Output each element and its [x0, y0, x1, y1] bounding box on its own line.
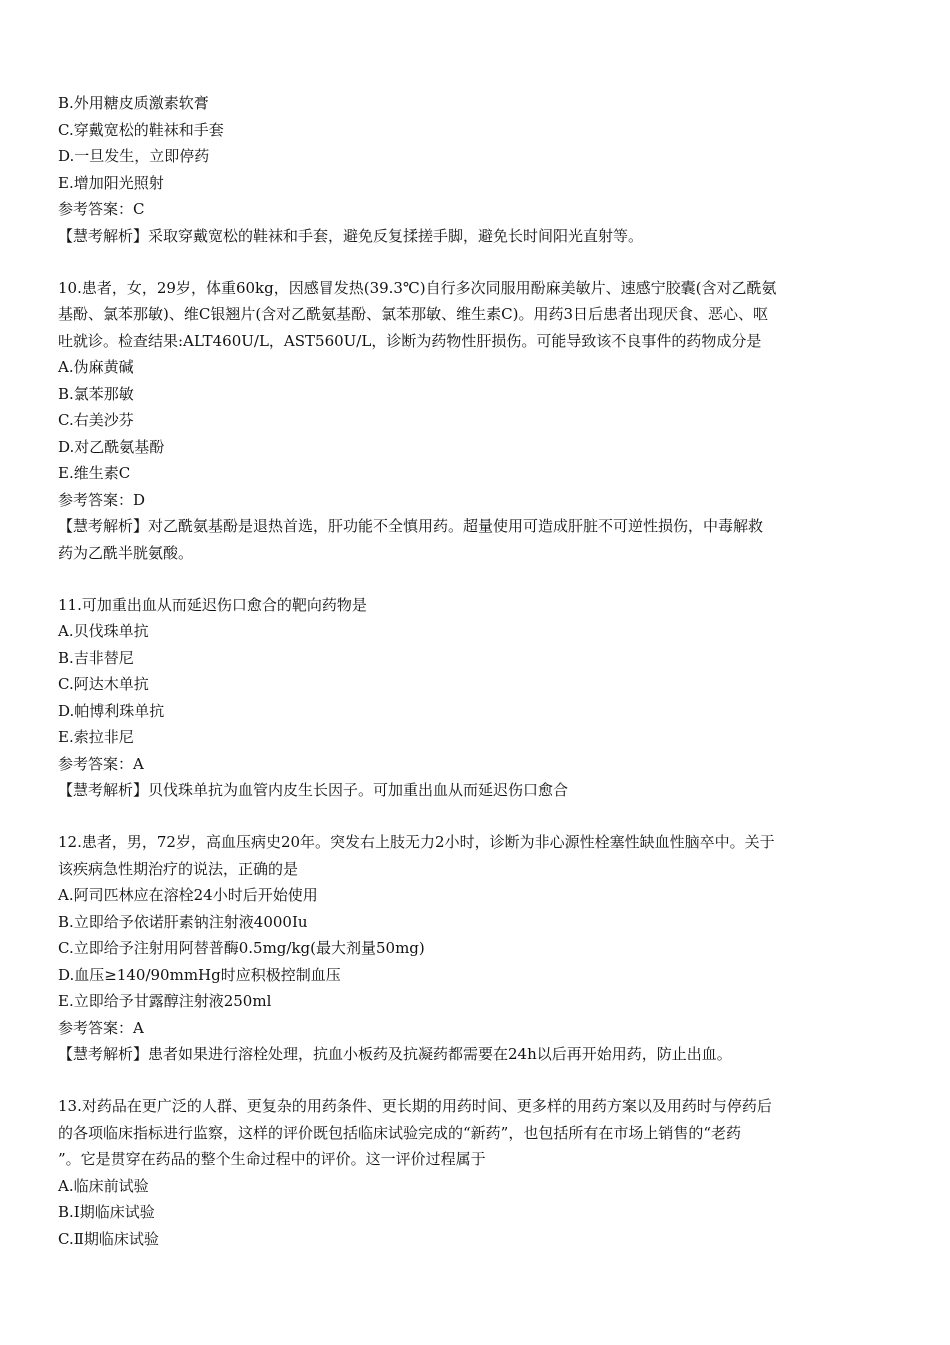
text-line: 吐就诊。检查结果:ALT460U/L，AST560U/L，诊断为药物性肝损伤。可能导致该不良事件的药物成分是: [58, 331, 762, 350]
text-line: C.穿戴宽松的鞋袜和手套: [58, 120, 224, 139]
text-line: B.Ⅰ期临床试验: [58, 1203, 155, 1221]
text-line: 【慧考解析】贝伐珠单抗为血管内皮生长因子。可加重出血从而延迟伤口愈合: [58, 781, 569, 799]
text-line: D.血压≥140/90mmHg时应积极控制血压: [58, 965, 341, 984]
text-line: B.立即给予依诺肝素钠注射液4000Iu: [58, 912, 308, 931]
text-line: 10.患者，女，29岁，体重60kg，因感冒发热(39.3℃)自行多次同服用酚麻美敏片、速感宁胶囊(含对乙酰氨: [58, 278, 777, 297]
text-line: A.临床前试验: [58, 1176, 149, 1195]
text-line: 13.对药品在更广泛的人群、更复杂的用药条件、更长期的用药时间、更多样的用药方案以及用药时与停药后: [58, 1097, 772, 1115]
text-line: E.维生素C: [58, 464, 131, 482]
question-block: [58, 90, 892, 249]
text-line: A.贝伐珠单抗: [58, 622, 149, 640]
question-block: [58, 1093, 892, 1252]
text-line: C.立即给予注射用阿替普酶0.5mg/kg(最大剂量50mg): [58, 939, 425, 957]
text-line: 参考答案：A: [58, 754, 144, 773]
document-page: [58, 90, 892, 1278]
text-line: 参考答案：C: [58, 200, 145, 218]
text-line: E.索拉非尼: [58, 728, 134, 746]
text-line: C.右美沙芬: [58, 411, 134, 429]
text-line: 的各项临床指标进行监察，这样的评价既包括临床试验完成的“新药”，也包括所有在市场上销售的“老药: [58, 1123, 742, 1142]
text-line: ”。它是贯穿在药品的整个生命过程中的评价。这一评价过程属于: [58, 1150, 486, 1168]
text-line: 药为乙酰半胱氨酸。: [58, 543, 194, 562]
text-line: 参考答案：A: [58, 1018, 144, 1037]
text-line: C.Ⅱ期临床试验: [58, 1229, 159, 1248]
text-line: 【慧考解析】患者如果进行溶栓处理，抗血小板药及抗凝药都需要在24h以后再开始用药，防止出血。: [58, 1045, 732, 1063]
text-line: 该疾病急性期治疗的说法，正确的是: [58, 859, 299, 878]
text-line: 12.患者，男，72岁，高血压病史20年。突发右上肢无力2小时，诊断为非心源性栓塞性缺血性脑卒中。关于: [58, 833, 775, 851]
text-line: E.立即给予甘露醇注射液250ml: [58, 992, 272, 1010]
text-line: 【慧考解析】采取穿戴宽松的鞋袜和手套，避免反复揉搓手脚，避免长时间阳光直射等。: [58, 226, 644, 245]
text-line: D.帕博利珠单抗: [58, 701, 165, 720]
question-block: [58, 275, 892, 567]
question-block: [58, 592, 892, 804]
text-line: 【慧考解析】对乙酰氨基酚是退热首选，肝功能不全慎用药。超量使用可造成肝脏不可逆性损伤，中毒解救: [58, 517, 764, 535]
text-line: B.氯苯那敏: [58, 384, 134, 403]
text-line: D.对乙酰氨基酚: [58, 437, 165, 456]
text-line: D.一旦发生，立即停药: [58, 147, 210, 165]
text-line: 11.可加重出血从而延迟伤口愈合的靶向药物是: [58, 595, 367, 614]
question-block: [58, 829, 892, 1068]
text-line: 参考答案：D: [58, 490, 146, 509]
text-line: 基酚、氯苯那敏)、维C银翘片(含对乙酰氨基酚、氯苯那敏、维生素C)。用药3日后患者出现厌食、恶心、呕: [58, 305, 769, 323]
text-line: B.吉非替尼: [58, 648, 134, 667]
text-line: E.增加阳光照射: [58, 173, 164, 192]
text-line: A.阿司匹林应在溶栓24小时后开始使用: [58, 886, 318, 904]
text-line: A.伪麻黄碱: [58, 358, 134, 376]
text-line: C.阿达木单抗: [58, 675, 149, 693]
text-line: B.外用糖皮质激素软膏: [58, 94, 209, 112]
